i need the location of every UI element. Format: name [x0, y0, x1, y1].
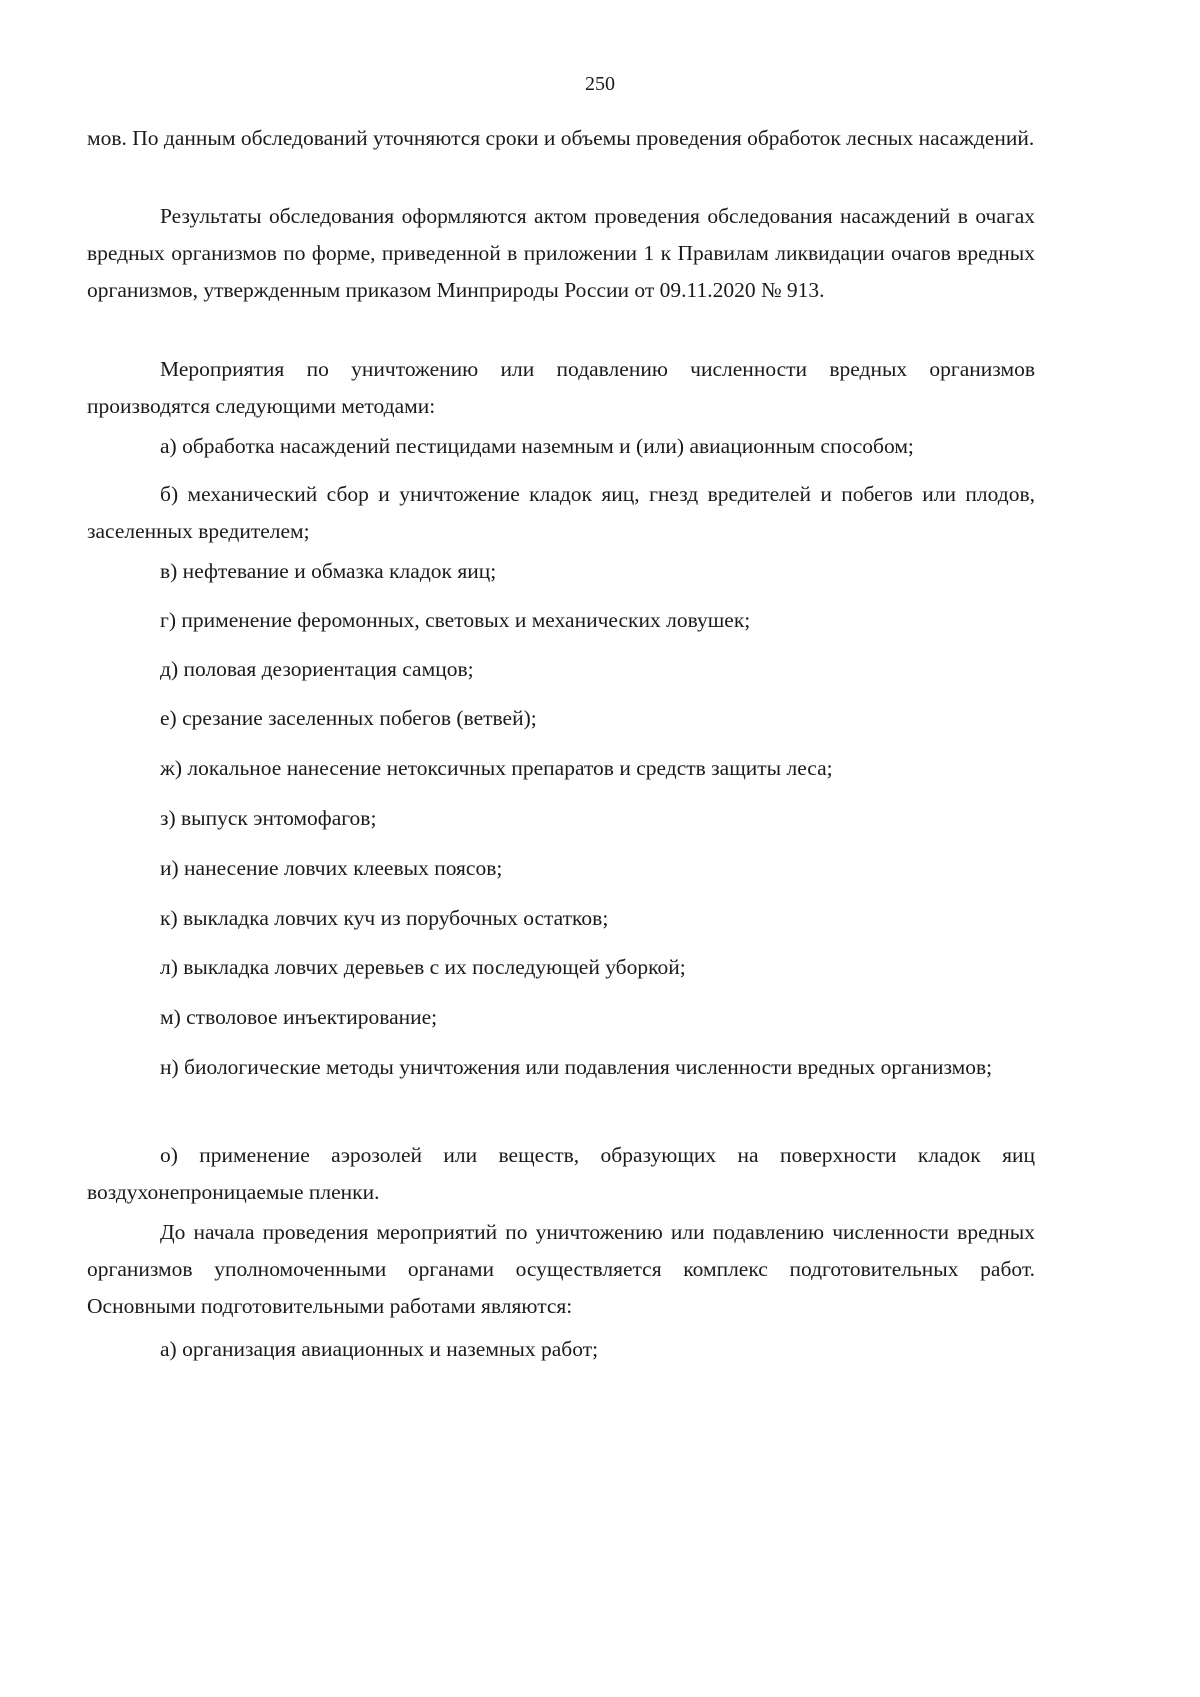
paragraph-survey-act: Результаты обследования оформляются актом проведения обследования насаждений в очагах вредных организмов по форме, приведенной в приложении 1 к Правилам ликвидации очагов вредных организмов, утвержденным приказом Минприроды России от 09.11.2020 № 913. — [87, 204, 1035, 302]
method-item-d: д) половая дезориентация самцов; — [160, 657, 474, 681]
method-item-zh: ж) локальное нанесение нетоксичных препаратов и средств защиты леса; — [160, 756, 833, 780]
method-item-o: о) применение аэрозолей или веществ, образующих на поверхности кладок яиц воздухонепроницаемые пленки. — [87, 1143, 1035, 1204]
method-item-m: м) стволовое инъектирование; — [160, 1005, 438, 1029]
method-item-a: а) обработка насаждений пестицидами наземным и (или) авиационным способом; — [160, 434, 914, 458]
method-item-g: г) применение феромонных, световых и механических ловушек; — [160, 608, 751, 632]
method-item-i: и) нанесение ловчих клеевых поясов; — [160, 856, 503, 880]
paragraph-survey-results: мов. По данным обследований уточняются сроки и объемы проведения обработок лесных насаждений. — [87, 126, 1035, 150]
page-number: 250 — [585, 73, 615, 95]
method-item-v: в) нефтевание и обмазка кладок яиц; — [160, 559, 497, 583]
method-item-n: н) биологические методы уничтожения или подавления численности вредных организмов; — [160, 1055, 993, 1079]
method-item-z: з) выпуск энтомофагов; — [160, 806, 377, 830]
method-item-e: е) срезание заселенных побегов (ветвей); — [160, 706, 537, 730]
preparatory-item-a: а) организация авиационных и наземных работ; — [160, 1337, 599, 1361]
paragraph-preparatory-intro: До начала проведения мероприятий по уничтожению или подавлению численности вредных организмов уполномоченными органами осуществляется комплекс подготовительных работ. Основными подготовительными работами являются: — [87, 1220, 1035, 1318]
paragraph-methods-intro: Мероприятия по уничтожению или подавлению численности вредных организмов производятся следующими методами: — [87, 357, 1035, 418]
method-item-l: л) выкладка ловчих деревьев с их последующей уборкой; — [160, 955, 686, 979]
method-item-k: к) выкладка ловчих куч из порубочных остатков; — [160, 906, 609, 930]
method-item-b: б) механический сбор и уничтожение кладок яиц, гнезд вредителей и побегов или плодов, заселенных вредителем; — [87, 482, 1035, 543]
